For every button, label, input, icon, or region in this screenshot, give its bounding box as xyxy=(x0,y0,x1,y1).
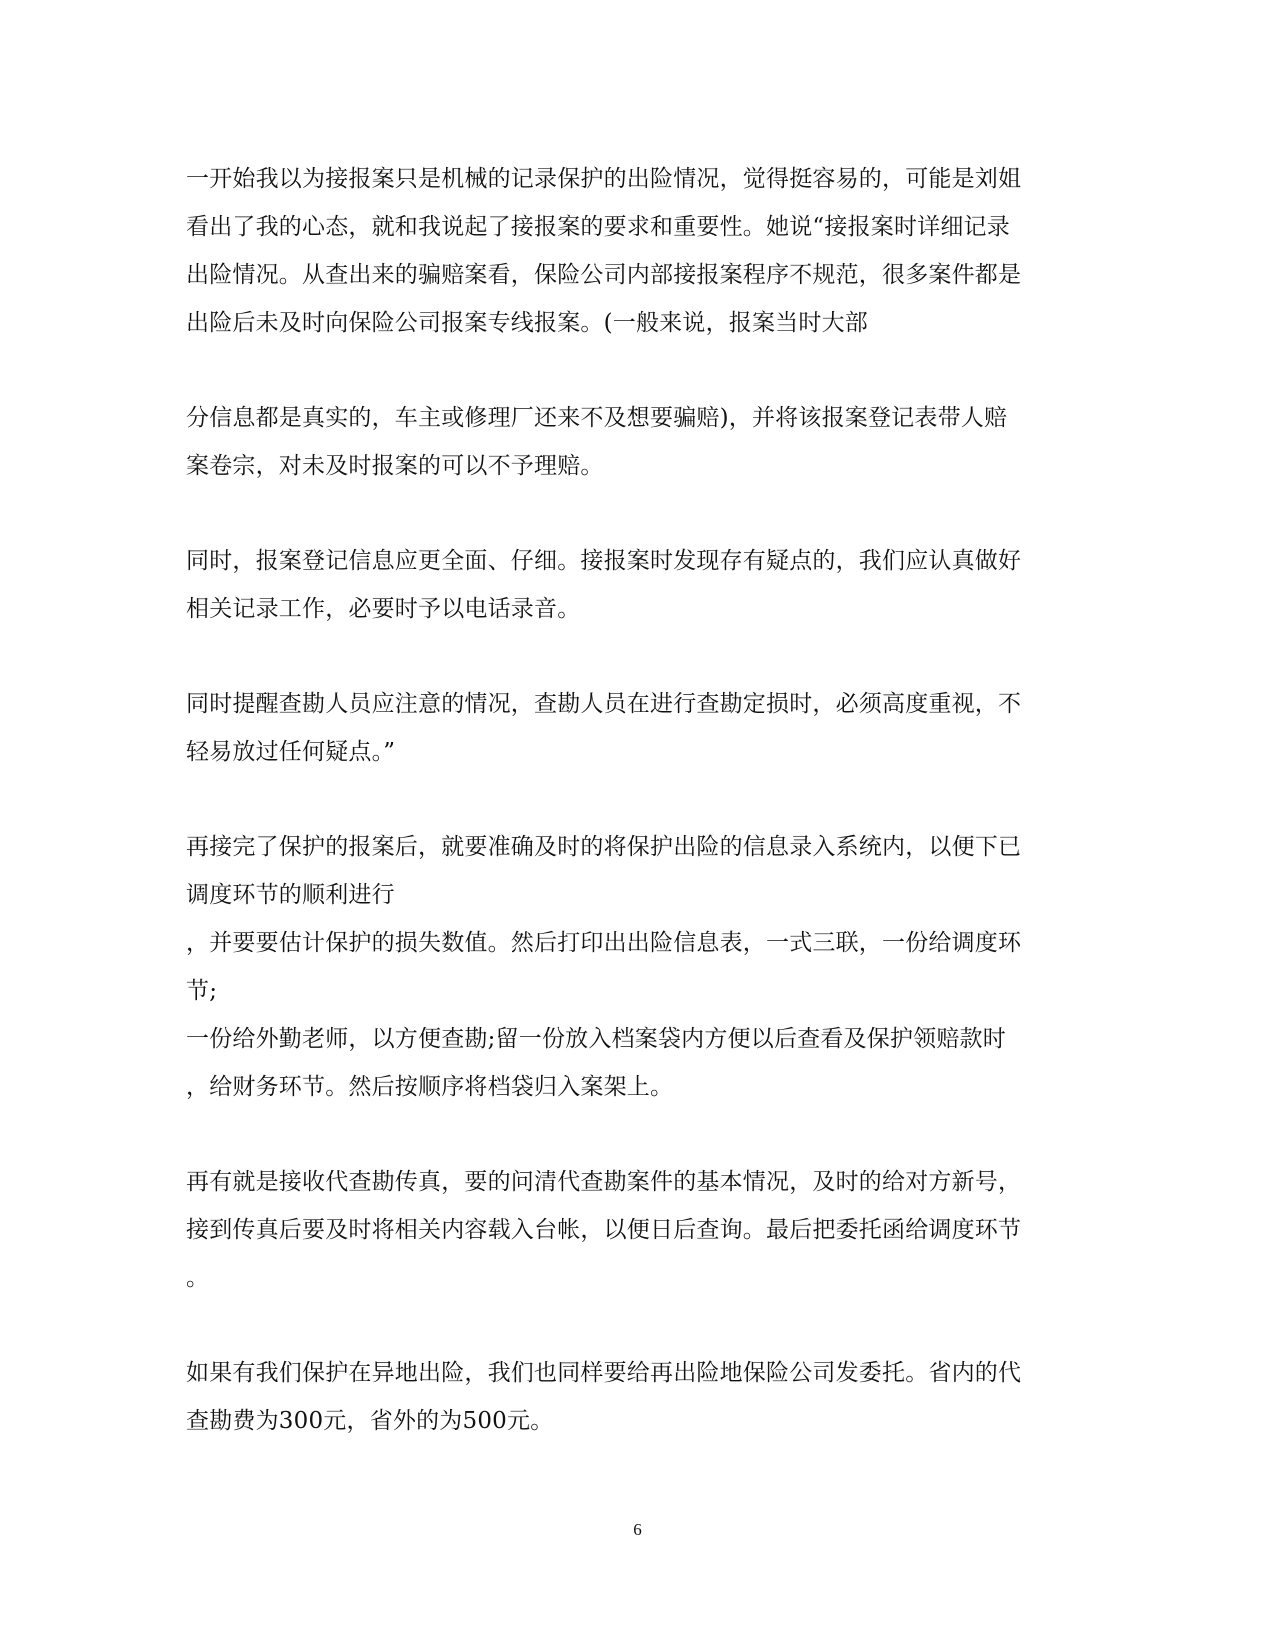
text-line: 同时，报案登记信息应更全面、仔细。接报案时发现存有疑点的，我们应认真做好 xyxy=(186,548,1022,574)
text-line: 调度环节的顺利进行 xyxy=(186,882,395,908)
paragraph-1 xyxy=(186,155,1091,347)
text-line: 案卷宗，对未及时报案的可以不予理赔。 xyxy=(186,453,604,479)
text-line: 再接完了保护的报案后，就要准确及时的将保护出险的信息录入系统内，以便下已 xyxy=(186,834,1022,860)
text-line: ，并要要估计保护的损失数值。然后打印出出险信息表，一式三联，一份给调度环 xyxy=(186,930,1022,956)
paragraph-7 xyxy=(186,1349,1091,1445)
text-line: 同时提醒查勘人员应注意的情况，查勘人员在进行查勘定损时，必须高度重视，不 xyxy=(186,691,1022,717)
text-line: 如果有我们保护在异地出险，我们也同样要给再出险地保险公司发委托。省内的代 xyxy=(186,1360,1022,1386)
page-number: 6 xyxy=(633,1520,642,1539)
document-body xyxy=(186,155,1091,1445)
text-line: 一开始我以为接报案只是机械的记录保护的出险情况，觉得挺容易的，可能是刘姐 xyxy=(186,166,1022,192)
text-line: 相关记录工作，必要时予以电话录音。 xyxy=(186,596,581,622)
text-line: 出险情况。从查出来的骗赔案看，保险公司内部接报案程序不规范，很多案件都是 xyxy=(186,262,1022,288)
text-line: 。 xyxy=(186,1265,210,1291)
text-line: 查勘费为300元，省外的为500元。 xyxy=(186,1408,554,1434)
text-line: ，给财务环节。然后按顺序将档袋归入案架上。 xyxy=(186,1074,674,1100)
text-line: 分信息都是真实的，车主或修理厂还来不及想要骗赔)，并将该报案登记表带人赔 xyxy=(186,405,1008,431)
paragraph-5 xyxy=(186,823,1091,1111)
text-line: 轻易放过任何疑点。” xyxy=(186,739,396,765)
paragraph-6 xyxy=(186,1158,1091,1302)
text-line: 看出了我的心态，就和我说起了接报案的要求和重要性。她说“接报案时详细记录 xyxy=(186,214,1010,240)
text-line: 出险后未及时向保险公司报案专线报案。(一般来说，报案当时大部 xyxy=(186,310,868,336)
text-line: 一份给外勤老师，以方便查勘;留一份放入档案袋内方便以后查看及保护领赔款时 xyxy=(186,1026,1006,1052)
text-line: 接到传真后要及时将相关内容载入台帐，以便日后查询。最后把委托函给调度环节 xyxy=(186,1217,1022,1243)
paragraph-4 xyxy=(186,680,1091,776)
paragraph-3 xyxy=(186,537,1091,633)
text-line: 节; xyxy=(186,978,218,1004)
paragraph-2 xyxy=(186,394,1091,490)
text-line: 再有就是接收代查勘传真，要的问清代查勘案件的基本情况，及时的给对方新号， xyxy=(186,1169,1022,1195)
